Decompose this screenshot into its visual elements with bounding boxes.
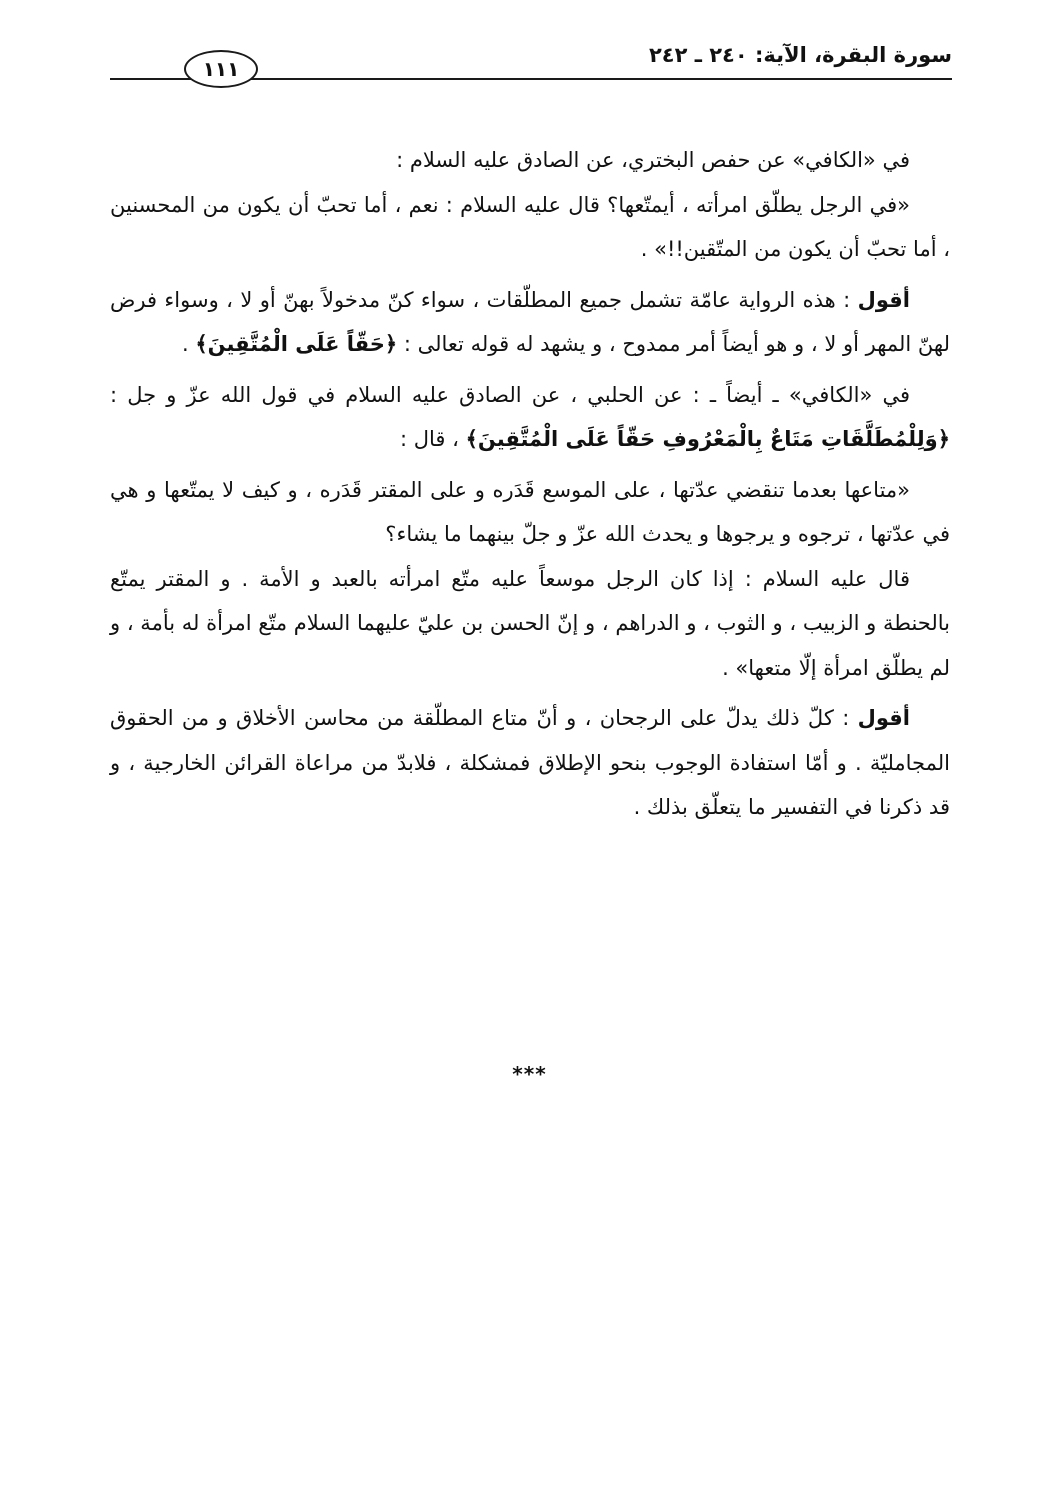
paragraph-comment-2 [110,696,950,830]
paragraph-text: : كلّ ذلك يدلّ على الرجحان ، و أنّ متاع المطلّقة من محاسن الأخلاق و من الحقوق المجامليّة . و أمّا استفادة الوجوب بنحو الإطلاق فمشكلة ، فلابدّ من مراعاة القرائن الخارجية ، و قد ذكرنا في التفسير ما يتعلّق بذلك . [110,706,950,819]
paragraph-hadith-mataa [110,468,950,557]
page-body [110,138,950,830]
paragraph-comment-1 [110,278,950,367]
paragraph-text: في «الكافي» ـ أيضاً ـ : عن الحلبي ، عن الصادق عليه السلام في قول الله عزّ و جل : [110,382,910,407]
paragraph-lead: أقول [857,287,910,312]
paragraph-kafi-halabi [110,373,950,462]
quran-verse: ﴿وَلِلْمُطَلَّقَاتِ مَتَاعٌ بِالْمَعْرُوفِ حَقّاً عَلَى الْمُتَّقِينَ﴾ [465,427,950,451]
paragraph-text: «متاعها بعدما تنقضي عدّتها ، على الموسع قَدَره و على المقتر قَدَره ، و كيف لا يمتّعها و هي في عدّتها ، ترجوه و يرجوها و يحدث الله عزّ و جلّ بينهما ما يشاء؟ [110,477,950,546]
paragraph-text: في «الكافي» عن حفص البختري، عن الصادق عليه السلام : [396,148,910,172]
paragraph-kafi-bakhtari [110,138,950,183]
page-number: ١١١ [184,50,258,88]
paragraph-tail: ، قال : [400,427,466,451]
page-header [110,38,952,88]
paragraph-text: قال عليه السلام : إذا كان الرجل موسعاً عليه متّع امرأته بالعبد و الأمة . و المقتر يمتّع بالحنطة و الزبيب ، و الثوب ، و الدراهم ، و إنّ الحسن بن عليّ عليهما السلام متّع امرأة له بأمة ، و لم يطلّق امرأة إلّا متعها» . [110,566,950,680]
paragraph-hadith-tamti [110,183,950,272]
section-separator: *** [512,1062,547,1086]
quran-verse: ﴿حَقّاً عَلَى الْمُتَّقِينَ﴾ [195,332,398,356]
paragraph-text: : هذه الرواية عامّة تشمل جميع المطلّقات ، سواء كنّ مدخولاً بهنّ أو لا ، وسواء فرض لهنّ المهر أو لا ، و هو أيضاً أمر ممدوح ، و يشهد له قوله تعالى : [110,287,950,356]
paragraph-hadith-qala [110,557,950,691]
paragraph-tail: . [181,332,196,356]
paragraph-text: «في الرجل يطلّق امرأته ، أيمتّعها؟ قال عليه السلام : نعم ، أما تحبّ أن يكون من المحسنين ، أما تحبّ أن يكون من المتّقين!!» . [110,192,950,261]
running-title: سورة البقرة، الآية: ٢٤٠ ـ ٢٤٢ [648,43,952,67]
paragraph-lead: أقول [857,706,910,730]
